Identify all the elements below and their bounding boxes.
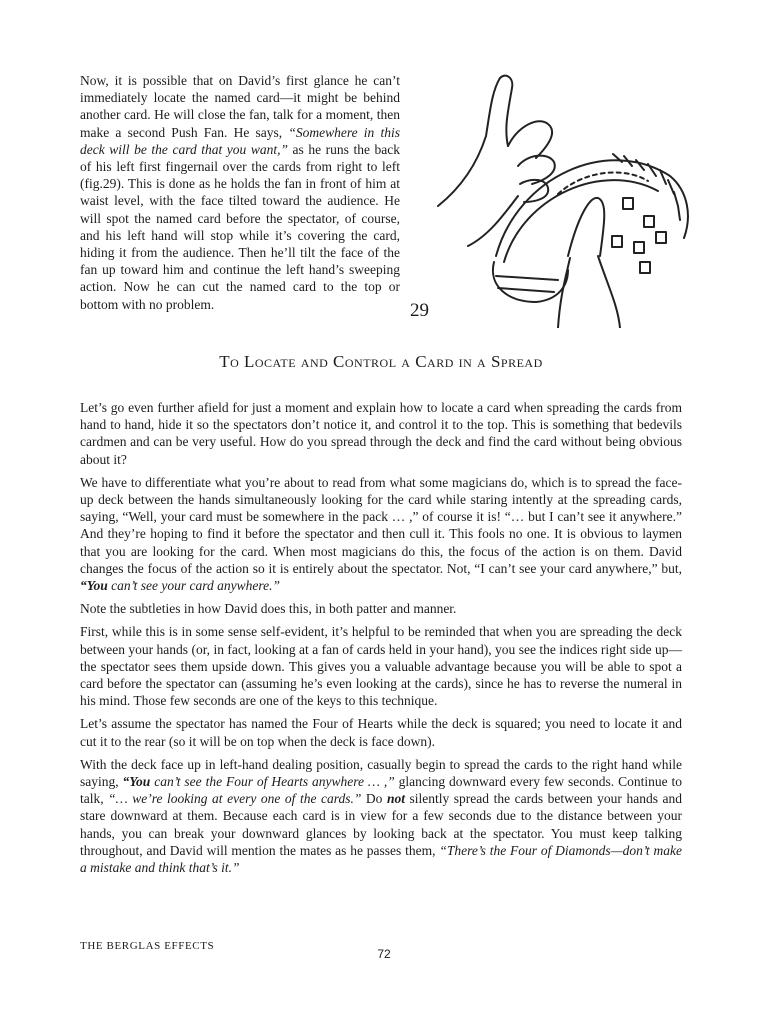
paragraphs-5-segment: With the deck face up in left-hand dealing position, casually begin to spread the cards to the right hand while saying,: [80, 756, 682, 790]
paragraphs-5-segment: silently spread the cards between your hands and stare downward at them. Because each card is in view for a few seconds due to the distance between your hands, you can break your downward glances by looking back at the spectator. You must keep talking throughout, and David will mention the mates as he passes them,: [80, 791, 682, 858]
paragraphs-2-segment: Note the subtleties in how David does this, in both patter and manner.: [80, 601, 457, 617]
paragraph: [80, 715, 682, 749]
paragraphs-3-segment: First, while this is in some sense self-evident, it’s helpful to be reminded that when you are spreading the deck between your hands (or, in fact, looking at a fan of cards held in your hand), you see the indices right side up—the spectator sees them upside down. This gives you a valuable advantage because you will be able to spot a card before the spectator can (assuming he’s even looking at the cards), since he has to reverse the numeral in his mind. Those few seconds are one of the keys to this technique.: [80, 624, 682, 709]
hands-fanning-cards-illustration: [408, 66, 698, 328]
paragraph: [80, 399, 682, 468]
figure-number: 29: [410, 300, 429, 321]
paragraphs-5-segment: can’t see the Four of Hearts anywhere … ,”: [150, 774, 395, 790]
paragraphs-5-segment: not: [386, 791, 405, 807]
paragraphs-5-segment: “There’s the Four of Diamonds—don’t make a mistake and think that’s it.”: [80, 842, 682, 876]
section-title: [80, 352, 682, 372]
paragraphs-1-segment: “You: [80, 578, 108, 594]
page-number: 72: [377, 947, 391, 961]
paragraphs-5-segment: Do: [361, 791, 387, 807]
intro-segments-segment: Now, it is possible that on David’s first glance he can’t immediately locate the named card—it might be behind another card. He will close the fan, talk for a moment, then make a second Push Fan. He says,: [80, 73, 400, 140]
body-text: [80, 399, 682, 882]
paragraphs-1-segment: We have to differentiate what you’re about to read from what some magicians do, which is to spread the face-up deck between the hands simultaneously looking for the card while staring intently at the spreading cards, saying, “Well, your card must be somewhere in the pack … ,” of course it is! “… but I can’t see it anywhere.” And they’re hoping to find it before the spectator and then cull it. This fools no one. It is obvious to laymen that you are looking for the card. When most magicians do this, the focus of the action is on them. David changes the focus of the action so it is entirely about the spectator. Not, “I can’t see your card anywhere,” but,: [80, 474, 682, 576]
paragraph: [80, 756, 682, 876]
paragraph: [80, 474, 682, 594]
paragraphs-1-segment: can’t see your card anywhere.”: [107, 578, 280, 594]
intro-paragraph: [80, 72, 400, 313]
paragraph: [80, 623, 682, 709]
paragraph: [80, 600, 682, 617]
paragraphs-0-segment: Let’s go even further afield for just a moment and explain how to locate a card when spreading the cards from hand to hand, hide it so the spectators don’t notice it, and control it to the top. This is something that bedevils cardmen and can be very useful. How do you spread through the deck and find the card without being obvious about it?: [80, 400, 682, 467]
intro-segments-segment: “Somewhere in this deck will be the card that you want,”: [80, 124, 401, 157]
intro-text: [80, 72, 400, 313]
paragraphs-5-segment: glancing downward every few seconds. Continue to talk,: [80, 774, 682, 807]
intro-segments-segment: as he runs the back of his left first fingernail over the cards from right to left (fig.29). This is done as he holds the fan in front of him at waist level, with the face tilted toward the audience. He will spot the named card before the spectator, of course, and his left hand will stop while it’s covering the card, hiding it from the audience. Then he’ll tilt the face of the fan up toward him and continue the left hand’s sweeping action. Now he can cut the named card to the top or bottom with no problem.: [80, 141, 400, 312]
running-footer: THE BERGLAS EFFECTS: [80, 940, 215, 952]
section-title-text: To Locate and Control a Card in a Spread: [219, 352, 543, 371]
paragraphs-5-segment: “You: [122, 774, 151, 790]
paragraphs-4-segment: Let’s assume the spectator has named the Four of Hearts while the deck is squared; you need to locate it and cut it to the rear (so it will be on top when the deck is face down).: [80, 716, 682, 749]
paragraphs-5-segment: “… we’re looking at every one of the cards.”: [108, 791, 362, 807]
